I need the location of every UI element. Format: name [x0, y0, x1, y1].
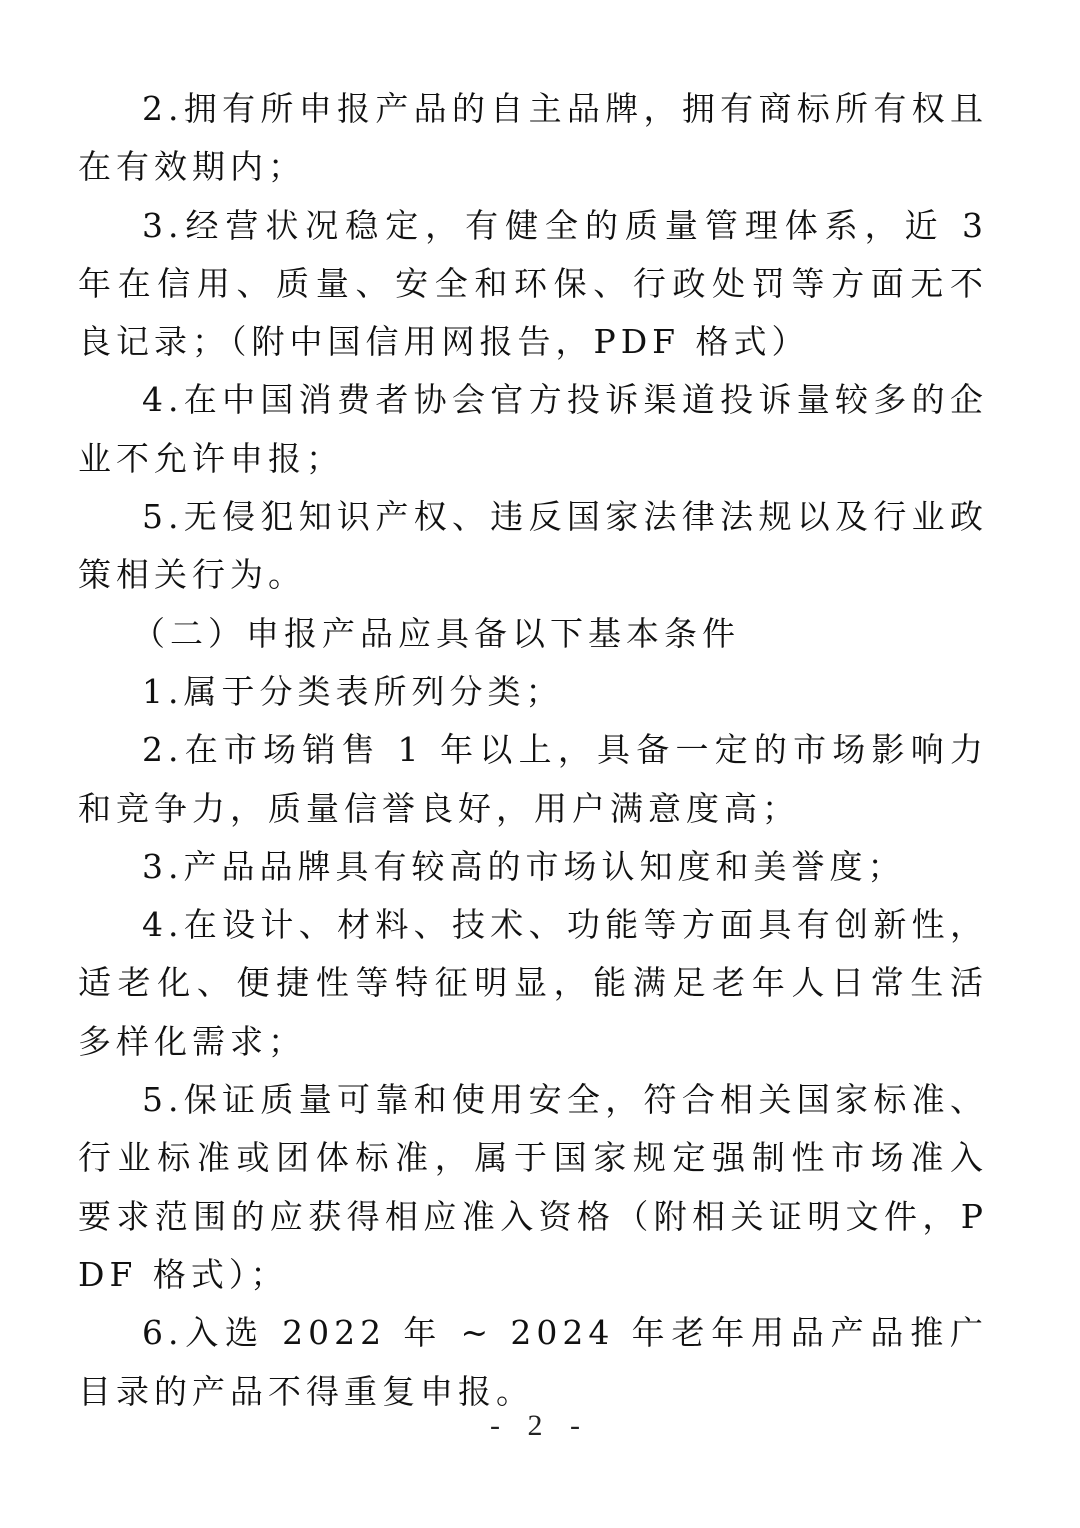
document-page	[78, 80, 988, 1421]
product-condition-2: 2.在市场销售 1 年以上，具备一定的市场影响力和竞争力，质量信誉良好，用户满意度高；	[78, 730, 988, 828]
product-condition-4: 4.在设计、材料、技术、功能等方面具有创新性，适老化、便捷性等特征明显，能满足老年人日常生活多样化需求；	[78, 905, 988, 1061]
enterprise-condition-3: 3.经营状况稳定，有健全的质量管理体系，近 3 年在信用、质量、安全和环保、行政处罚等方面无不良记录；（附中国信用网报告，PDF 格式）	[78, 205, 988, 362]
product-condition-1: 1.属于分类表所列分类；	[142, 671, 564, 711]
enterprise-condition-5: 5.无侵犯知识产权、违反国家法律法规以及行业政策相关行为。	[78, 497, 988, 595]
enterprise-condition-4: 4.在中国消费者协会官方投诉渠道投诉量较多的企业不允许申报；	[78, 380, 988, 478]
product-condition-3: 3.产品品牌具有较高的市场认知度和美誉度；	[142, 846, 906, 886]
section-heading-product-conditions: （二）申报产品应具备以下基本条件	[132, 613, 740, 653]
product-condition-5: 5.保证质量可靠和使用安全，符合相关国家标准、行业标准或团体标准，属于国家规定强制性市场准入要求范围的应获得相应准入资格（附相关证明文件，PDF 格式）；	[78, 1080, 988, 1294]
page-number: - 2 -	[490, 1409, 590, 1442]
enterprise-condition-2: 2.拥有所申报产品的自主品牌，拥有商标所有权且在有效期内；	[78, 89, 988, 187]
product-condition-6: 6.入选 2022 年 ~ 2024 年老年用品产品推广目录的产品不得重复申报。	[78, 1313, 988, 1411]
